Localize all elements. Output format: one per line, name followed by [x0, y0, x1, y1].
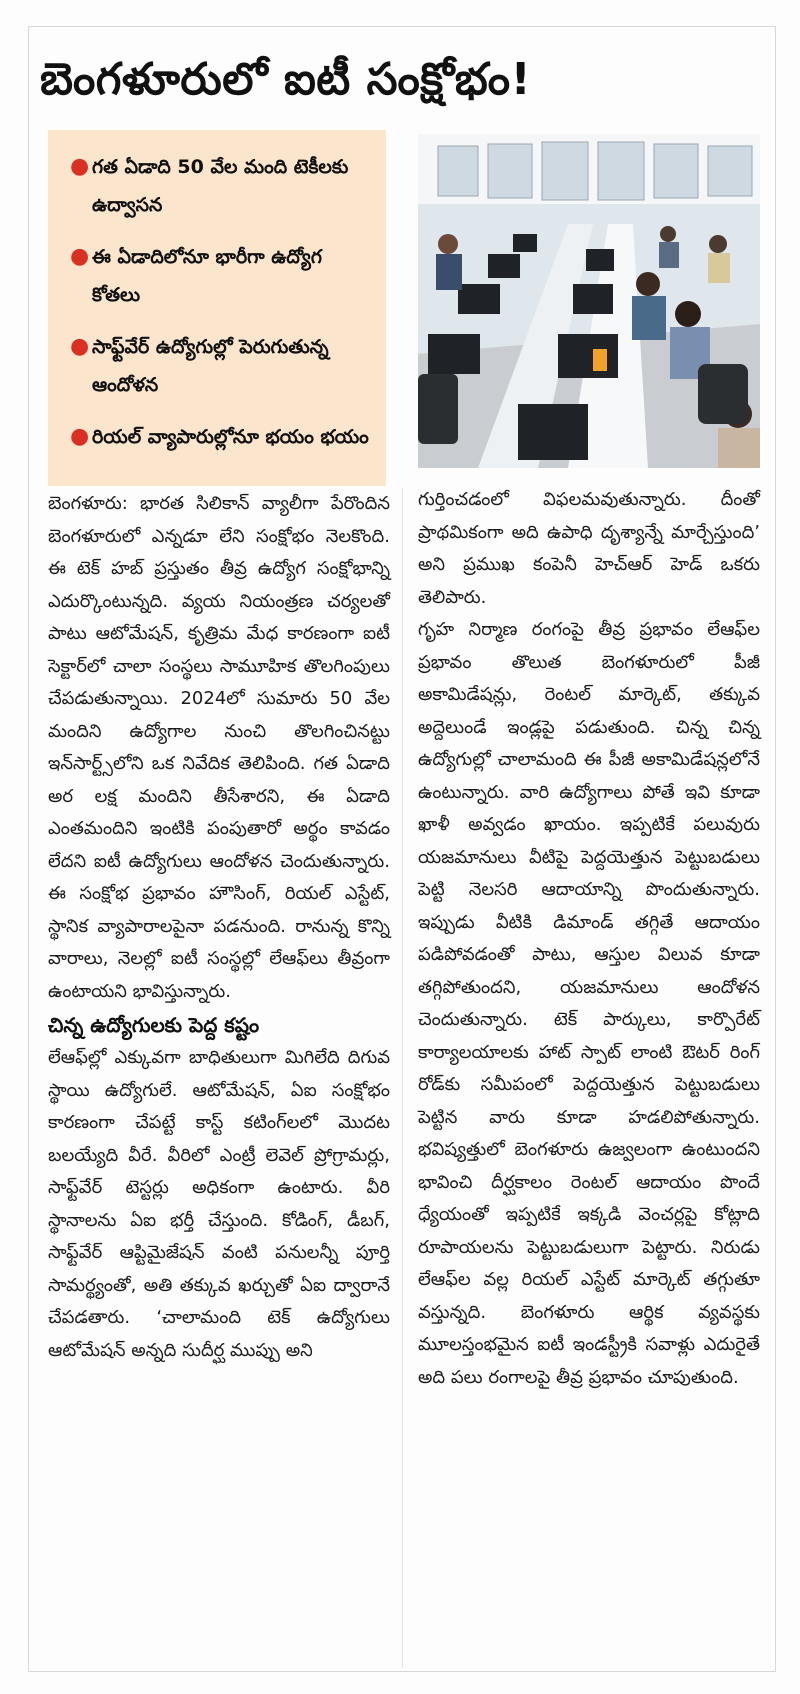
highlight-text: రియల్ వ్యాపారుల్లోనూ భయం భయం	[92, 426, 369, 448]
highlight-item	[70, 148, 370, 224]
article-column-left	[48, 488, 390, 1367]
highlight-item	[70, 328, 370, 404]
office-photo	[418, 134, 760, 468]
article-paragraph: బెంగళూరు: భారత సిలికాన్ వ్యాలీగా పేరొందిన బెంగళూరులో ఎన్నడూ లేని సంక్షోభం నెలకొంది. ఈ టెక్ హబ్ ప్రస్తుతం తీవ్ర ఉద్యోగ సంక్షోభాన్ని ఎదుర్కొంటున్నది. వ్యయ నియంత్రణ చర్యలతో పాటు ఆటోమేషన్, కృత్రిమ మేధ కారణంగా ఐటీ సెక్టార్‌లో చాలా సంస్థలు సామూహిక తొలగింపులు చేపడుతున్నాయి. 2024లో సుమారు 50 వేల మందిని ఉద్యోగాల నుంచి తొలగించినట్టు ఇన్‌సార్ట్స్‌లోని ఒక నివేదిక తెలిపింది. గత ఏడాది అర లక్ష మందిని తీసేశారని, ఈ ఏడాది ఎంతమందిని ఇంటికి పంపుతారో అర్థం కావడం లేదని ఐటీ ఉద్యోగులు ఆందోళన చెందుతున్నారు. ఈ సంక్షోభ ప్రభావం హౌసింగ్, రియల్ ఎస్టేట్, స్థానిక వ్యాపారాలపైనా పడనుంది. రానున్న కొన్ని వారాలు, నెలల్లో ఐటీ సంస్థల్లో లేఆఫ్‌లు తీవ్రంగా ఉంటాయని భావిస్తున్నారు.	[48, 493, 390, 1002]
bullet-icon: ●	[70, 154, 90, 179]
article-paragraph: గృహ నిర్మాణ రంగంపై తీవ్ర ప్రభావం లేఆఫ్‌ల ప్రభావం తొలుత బెంగళూరులో పీజీ అకామిడేషన్లు, రెంటల్ మార్కెట్, తక్కువ అద్దెలుండే ఇండ్లపై పడుతుంది. చిన్న చిన్న ఉద్యోగుల్లో చాలామంది ఈ పీజీ అకామిడేషన్లలోనే ఉంటున్నారు. వారి ఉద్యోగాలు పోతే ఇవి కూడా ఖాళీ అవ్వడం ఖాయం. ఇప్పటికే పలువురు యజమానులు వీటిపై పెద్దయెత్తున పెట్టుబడులు పెట్టి నెలసరి ఆదాయాన్ని పొందుతున్నారు. ఇప్పుడు వీటికి డిమాండ్ తగ్గితే ఆదాయం పడిపోవడంతో పాటు, ఆస్తుల విలువ కూడా తగ్గిపోతుందని, యజమానులు ఆందోళన చెందుతున్నారు. టెక్ పార్కులు, కార్పొరేట్ కార్యాలయాలకు హాట్ స్పాట్ లాంటి ఔటర్ రింగ్ రోడ్‌కు సమీపంలో పెద్దయెత్తున పెట్టుబడులు పెట్టిన వారు కూడా హడలిపోతున్నారు. భవిష్యత్తులో బెంగళూరు ఉజ్వలంగా ఉంటుందని భావించి దీర్ఘకాలం రెంటల్ ఆదాయం పొందే ధ్యేయంతో ఇప్పటికే ఇక్కడి వెంచర్లపై కోట్లాది రూపాయలను పెట్టుబడులుగా పెట్టారు. నిరుడు లేఆఫ్‌ల వల్ల రియల్ ఎస్టేట్ మార్కెట్ తగ్గుతూ వస్తున్నది. బెంగళూరు ఆర్థిక వ్యవస్థకు మూలస్తంభమైన ఐటీ ఇండస్ట్రీకి సవాళ్లు ఎదురైతే అది పలు రంగాలపై తీవ్ర ప్రభావం చూపుతుంది.	[418, 619, 760, 1388]
highlights-box	[48, 130, 386, 486]
bullet-icon: ●	[70, 334, 90, 359]
bullet-icon: ●	[70, 424, 90, 449]
highlight-item	[70, 418, 370, 456]
article-paragraph: లేఆఫ్‌ల్లో ఎక్కువగా బాధితులుగా మిగిలేది దిగువ స్థాయి ఉద్యోగులే. ఆటోమేషన్, ఏఐ సంక్షోభం కారణంగా చేపట్టే కాస్ట్ కటింగ్‌లలో మొదట బలయ్యేది వీరే. వీరిలో ఎంట్రీ లెవెల్ ప్రోగ్రామర్లు, సాఫ్ట్‌వేర్ టెస్టర్లు అధికంగా ఉంటారు. వీరి స్థానాలను ఏఐ భర్తీ చేస్తుంది. కోడింగ్, డీబగ్, సాఫ్ట్‌వేర్ ఆప్టిమైజేషన్ వంటి పనులన్నీ పూర్తి సామర్థ్యంతో, అతి తక్కువ ఖర్చుతో ఏఐ ద్వారానే చేపడతారు. ‘చాలామంది టెక్ ఉద్యోగులు ఆటోమేషన్ అన్నది సుదీర్ఘ ముప్పు అని	[48, 1047, 390, 1361]
bullet-icon: ●	[70, 244, 90, 269]
headline: బెంగళూరులో ఐటీ సంక్షోభం!	[40, 54, 532, 105]
office-photo-illustration	[418, 134, 760, 468]
article-subheading: చిన్న ఉద్యోగులకు పెద్ద కష్టం	[48, 1013, 260, 1037]
highlight-text: సాఫ్ట్‌వేర్ ఉద్యోగుల్లో పెరుగుతున్న ఆందోళన	[92, 336, 329, 396]
highlight-text: గత ఏడాది 50 వేల మంది టెకీలకు ఉద్వాసన	[92, 156, 349, 216]
highlight-text: ఈ ఏడాదిలోనూ భారీగా ఉద్యోగ కోతలు	[92, 246, 322, 306]
column-divider	[402, 488, 403, 1668]
highlight-item	[70, 238, 370, 314]
article-paragraph: గుర్తించడంలో విఫలమవుతున్నారు. దీంతో ప్రాథమికంగా అది ఉపాధి దృశ్యాన్నే మార్చేస్తుంది’ అని ప్రముఖ కంపెనీ హెచ్‌ఆర్ హెడ్ ఒకరు తెలిపారు.	[418, 489, 760, 608]
article-column-right	[418, 484, 760, 1394]
